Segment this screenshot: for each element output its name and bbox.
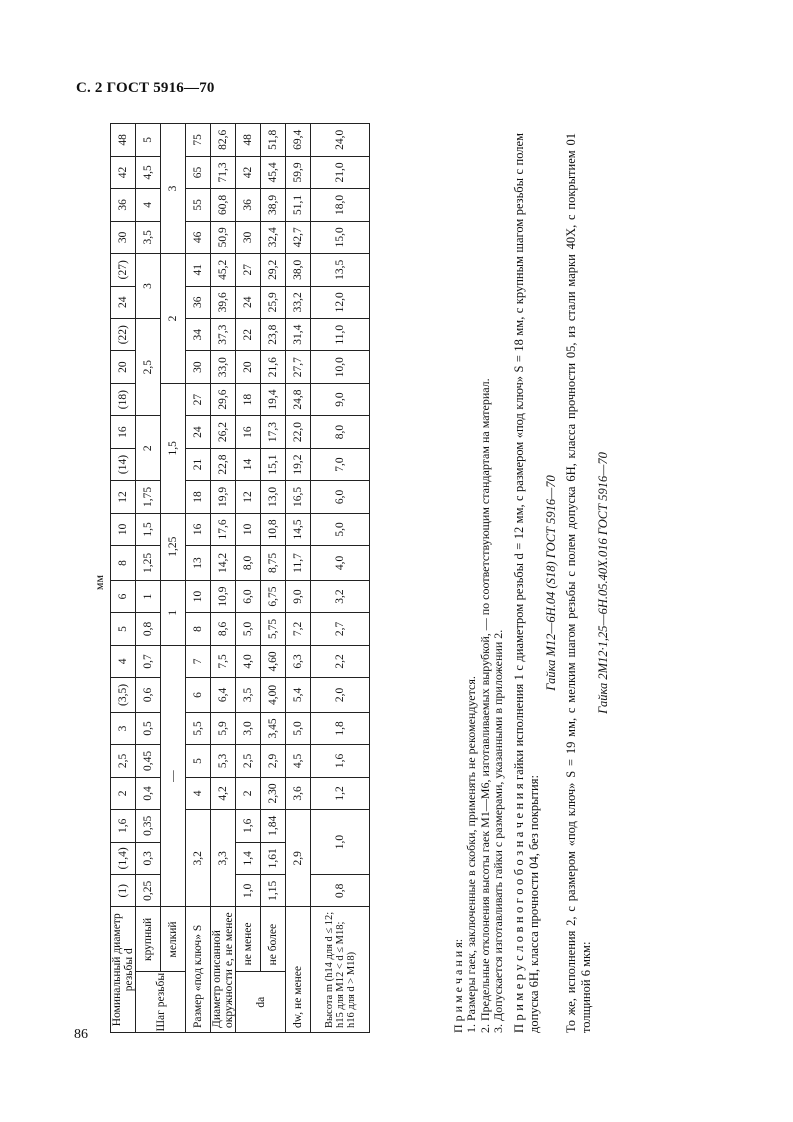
dw-cell: 14,5 <box>286 513 311 545</box>
s-cell: 21 <box>186 448 211 480</box>
da-max-cell: 51,8 <box>261 124 286 157</box>
diameter-cell: 36 <box>111 189 136 221</box>
s-cell: 75 <box>186 124 211 157</box>
da-max-cell: 25,9 <box>261 286 286 318</box>
m-cell: 1,2 <box>311 777 370 809</box>
rotated-content <box>84 120 614 1045</box>
da-min-cell: 24 <box>236 286 261 318</box>
s-cell: 41 <box>186 254 211 286</box>
dw-cell: 2,9 <box>286 810 311 907</box>
diameter-cell: 6 <box>111 580 136 612</box>
da-min-cell: 12 <box>236 481 261 513</box>
m-cell: 15,0 <box>311 221 370 253</box>
da-min-cell: 8,0 <box>236 546 261 581</box>
dw-cell: 7,2 <box>286 613 311 645</box>
da-max-cell: 45,4 <box>261 156 286 188</box>
s-cell: 7 <box>186 645 211 677</box>
dw-cell: 38,0 <box>286 254 311 286</box>
coarse-cell: 0,6 <box>136 678 161 713</box>
note-3: 3. Допускается изготавливать гайки с размерами, указанными в приложении 2. <box>491 629 506 1033</box>
s-cell: 8 <box>186 613 211 645</box>
da-min-cell: 14 <box>236 448 261 480</box>
dimensions-table <box>110 123 370 1033</box>
m-cell: 1,0 <box>311 810 370 875</box>
coarse-cell: 3,5 <box>136 221 161 253</box>
coarse-cell: 5 <box>136 124 161 157</box>
da-max-cell: 15,1 <box>261 448 286 480</box>
e-cell: 17,6 <box>211 513 236 545</box>
da-min-cell: 48 <box>236 124 261 157</box>
da-max-cell: 6,75 <box>261 580 286 612</box>
e-cell: 19,9 <box>211 481 236 513</box>
diameter-cell: 30 <box>111 221 136 253</box>
diameter-header: Номинальный диаметр резьбы d <box>111 907 136 1033</box>
dw-cell: 4,5 <box>286 745 311 777</box>
fine-label: мелкий <box>161 907 186 972</box>
m-cell: 8,0 <box>311 416 370 448</box>
da-max-cell: 38,9 <box>261 189 286 221</box>
dw-label: dw, не менее <box>286 907 311 1033</box>
da-min-cell: 2,5 <box>236 745 261 777</box>
m-cell: 2,2 <box>311 645 370 677</box>
da-max-cell: 4,00 <box>261 678 286 713</box>
diameter-cell: 8 <box>111 546 136 581</box>
m-cell: 1,6 <box>311 745 370 777</box>
e-cell: 5,9 <box>211 712 236 744</box>
fine-cell: 1,25 <box>161 513 186 580</box>
page-number: 86 <box>74 1027 88 1042</box>
da-max-label: не более <box>261 907 286 972</box>
coarse-cell: 0,7 <box>136 645 161 677</box>
coarse-cell: 1,5 <box>136 513 161 545</box>
coarse-cell: 3 <box>136 254 161 319</box>
dw-cell: 42,7 <box>286 221 311 253</box>
e-cell: 60,8 <box>211 189 236 221</box>
diameter-cell: 10 <box>111 513 136 545</box>
m-cell: 4,0 <box>311 546 370 581</box>
diameter-cell: (1,4) <box>111 842 136 874</box>
note-1: 1. Размеры гаек, заключенные в скобки, применять не рекомендуется. <box>464 676 479 1033</box>
e-cell: 33,0 <box>211 351 236 383</box>
diameter-cell: 4 <box>111 645 136 677</box>
coarse-cell: 0,3 <box>136 842 161 874</box>
e-cell: 14,2 <box>211 546 236 581</box>
da-min-cell: 6,0 <box>236 580 261 612</box>
m-cell: 7,0 <box>311 448 370 480</box>
fine-cell: — <box>161 645 186 907</box>
e-cell: 45,2 <box>211 254 236 286</box>
coarse-cell: 1,25 <box>136 546 161 581</box>
coarse-cell: 1,75 <box>136 481 161 513</box>
s-cell: 13 <box>186 546 211 581</box>
example-formula-1: Гайка М12—6Н.04 (S18) ГОСТ 5916—70 <box>543 475 558 691</box>
s-label: Размер «под ключ» S <box>186 907 211 1033</box>
fine-cell: 1 <box>161 580 186 645</box>
coarse-cell: 4,5 <box>136 156 161 188</box>
da-min-cell: 1,4 <box>236 842 261 874</box>
fine-cell: 3 <box>161 124 186 254</box>
da-min-cell: 3,5 <box>236 678 261 713</box>
s-cell: 46 <box>186 221 211 253</box>
s-cell: 65 <box>186 156 211 188</box>
e-cell: 4,2 <box>211 777 236 809</box>
diameter-cell: 48 <box>111 124 136 157</box>
coarse-cell: 0,8 <box>136 613 161 645</box>
m-cell: 6,0 <box>311 481 370 513</box>
m-cell: 11,0 <box>311 318 370 350</box>
da-min-cell: 2 <box>236 777 261 809</box>
m-cell: 13,5 <box>311 254 370 286</box>
diameter-cell: 2 <box>111 777 136 809</box>
s-cell: 36 <box>186 286 211 318</box>
s-cell: 5 <box>186 745 211 777</box>
e-cell: 10,9 <box>211 580 236 612</box>
dw-cell: 6,3 <box>286 645 311 677</box>
da-max-cell: 23,8 <box>261 318 286 350</box>
da-min-cell: 42 <box>236 156 261 188</box>
da-min-cell: 20 <box>236 351 261 383</box>
e-cell: 5,3 <box>211 745 236 777</box>
diameter-cell: 12 <box>111 481 136 513</box>
coarse-label: крупный <box>136 907 161 972</box>
fine-cell: 1,5 <box>161 383 186 513</box>
dw-cell: 51,1 <box>286 189 311 221</box>
m-cell: 24,0 <box>311 124 370 157</box>
s-cell: 10 <box>186 580 211 612</box>
pitch-label: Шаг резьбы <box>136 972 186 1033</box>
notes-title: П р и м е ч а н и я: <box>451 938 465 1033</box>
e-cell: 29,6 <box>211 383 236 415</box>
diameter-cell: (18) <box>111 383 136 415</box>
coarse-cell: 0,4 <box>136 777 161 809</box>
diameter-cell: 3 <box>111 712 136 744</box>
diameter-cell: 5 <box>111 613 136 645</box>
m-cell: 12,0 <box>311 286 370 318</box>
da-min-cell: 30 <box>236 221 261 253</box>
dw-cell: 9,0 <box>286 580 311 612</box>
coarse-cell: 0,35 <box>136 810 161 842</box>
coarse-cell: 0,5 <box>136 712 161 744</box>
da-min-cell: 1,6 <box>236 810 261 842</box>
diameter-cell: 1,6 <box>111 810 136 842</box>
da-min-cell: 22 <box>236 318 261 350</box>
s-cell: 24 <box>186 416 211 448</box>
dw-cell: 16,5 <box>286 481 311 513</box>
dw-cell: 27,7 <box>286 351 311 383</box>
e-cell: 6,4 <box>211 678 236 713</box>
e-cell: 3,3 <box>211 810 236 907</box>
dw-cell: 19,2 <box>286 448 311 480</box>
diameter-cell: (27) <box>111 254 136 286</box>
da-min-cell: 27 <box>236 254 261 286</box>
da-min-cell: 16 <box>236 416 261 448</box>
coarse-cell: 0,45 <box>136 745 161 777</box>
m-cell: 21,0 <box>311 156 370 188</box>
e-label: Диаметр описанной окружности e, не менее <box>211 907 236 1033</box>
coarse-cell: 2 <box>136 416 161 481</box>
e-cell: 39,6 <box>211 286 236 318</box>
page-header: С. 2 ГОСТ 5916—70 <box>76 80 215 96</box>
da-max-cell: 1,15 <box>261 875 286 907</box>
s-cell: 3,2 <box>186 810 211 907</box>
da-max-cell: 2,9 <box>261 745 286 777</box>
da-max-cell: 3,45 <box>261 712 286 744</box>
s-cell: 4 <box>186 777 211 809</box>
diameter-cell: 42 <box>111 156 136 188</box>
da-max-cell: 1,84 <box>261 810 286 842</box>
m-cell: 5,0 <box>311 513 370 545</box>
dw-cell: 11,7 <box>286 546 311 581</box>
da-min-cell: 4,0 <box>236 645 261 677</box>
dw-cell: 3,6 <box>286 777 311 809</box>
e-cell: 26,2 <box>211 416 236 448</box>
m-label: Высота m (h14 для d ≤ 12; h15 для M12 < d ≤ M18; h16 для d > M18) <box>311 907 370 1033</box>
s-cell: 5,5 <box>186 712 211 744</box>
da-label: da <box>236 972 286 1033</box>
diameter-cell: 16 <box>111 416 136 448</box>
example-formula-2: Гайка 2М12·1,25—6Н.05.40Х.016 ГОСТ 5916—70 <box>595 452 610 714</box>
example-paragraph-1: П р и м е р у с л о в н о г о о б о з н а ч е н и я гайки исполнения 1 с диаметром резьбы d = 12 мм, с размером «под ключ» S = 18 мм, с крупным шагом резьбы с полем допуска 6Н, класса прочности 04, без покрытия: <box>511 133 541 1033</box>
s-cell: 18 <box>186 481 211 513</box>
e-cell: 7,5 <box>211 645 236 677</box>
dw-cell: 24,8 <box>286 383 311 415</box>
e-cell: 37,3 <box>211 318 236 350</box>
note-2: 2. Предельные отклонения высоты гаек М1—М6, изготавливаемых вырубкой, — по соответствующим стандартам на материал. <box>477 378 492 1033</box>
da-max-cell: 10,8 <box>261 513 286 545</box>
e-cell: 71,3 <box>211 156 236 188</box>
e-cell: 82,6 <box>211 124 236 157</box>
da-max-cell: 17,3 <box>261 416 286 448</box>
da-max-cell: 4,60 <box>261 645 286 677</box>
da-max-cell: 13,0 <box>261 481 286 513</box>
da-max-cell: 5,75 <box>261 613 286 645</box>
coarse-cell: 2,5 <box>136 318 161 415</box>
m-cell: 10,0 <box>311 351 370 383</box>
diameter-cell: (22) <box>111 318 136 350</box>
diameter-cell: 20 <box>111 351 136 383</box>
dw-cell: 69,4 <box>286 124 311 157</box>
da-min-cell: 18 <box>236 383 261 415</box>
m-cell: 0,8 <box>311 875 370 907</box>
diameter-cell: 24 <box>111 286 136 318</box>
m-cell: 2,7 <box>311 613 370 645</box>
diameter-cell: (3,5) <box>111 678 136 713</box>
da-max-cell: 29,2 <box>261 254 286 286</box>
example-paragraph-2: То же, исполнения 2, с размером «под ключ» S = 19 мм, с мелким шагом резьбы с полем допуска 6Н, класса прочности 05, из стали марки 40Х, с покрытием 01 толщиной 6 мкм: <box>563 133 593 1033</box>
coarse-cell: 0,25 <box>136 875 161 907</box>
e-cell: 50,9 <box>211 221 236 253</box>
m-cell: 3,2 <box>311 580 370 612</box>
diameter-cell: (14) <box>111 448 136 480</box>
dw-cell: 59,9 <box>286 156 311 188</box>
s-cell: 34 <box>186 318 211 350</box>
s-cell: 30 <box>186 351 211 383</box>
dw-cell: 5,4 <box>286 678 311 713</box>
diameter-cell: (1) <box>111 875 136 907</box>
da-min-cell: 5,0 <box>236 613 261 645</box>
fine-cell: 2 <box>161 254 186 384</box>
m-cell: 9,0 <box>311 383 370 415</box>
da-max-cell: 2,30 <box>261 777 286 809</box>
s-cell: 6 <box>186 678 211 713</box>
dw-cell: 22,0 <box>286 416 311 448</box>
dw-cell: 5,0 <box>286 712 311 744</box>
s-cell: 16 <box>186 513 211 545</box>
coarse-cell: 4 <box>136 189 161 221</box>
s-cell: 55 <box>186 189 211 221</box>
m-cell: 1,8 <box>311 712 370 744</box>
notes-block <box>452 133 612 1033</box>
diameter-cell: 2,5 <box>111 745 136 777</box>
da-max-cell: 1,61 <box>261 842 286 874</box>
da-min-cell: 3,0 <box>236 712 261 744</box>
e-cell: 22,8 <box>211 448 236 480</box>
m-cell: 2,0 <box>311 678 370 713</box>
dw-cell: 33,2 <box>286 286 311 318</box>
coarse-cell: 1 <box>136 580 161 612</box>
da-min-cell: 36 <box>236 189 261 221</box>
da-min-cell: 1,0 <box>236 875 261 907</box>
e-cell: 8,6 <box>211 613 236 645</box>
m-cell: 18,0 <box>311 189 370 221</box>
da-max-cell: 19,4 <box>261 383 286 415</box>
da-max-cell: 32,4 <box>261 221 286 253</box>
da-min-cell: 10 <box>236 513 261 545</box>
da-max-cell: 8,75 <box>261 546 286 581</box>
da-min-label: не менее <box>236 907 261 972</box>
da-max-cell: 21,6 <box>261 351 286 383</box>
s-cell: 27 <box>186 383 211 415</box>
dw-cell: 31,4 <box>286 318 311 350</box>
units-label: мм <box>92 574 106 591</box>
